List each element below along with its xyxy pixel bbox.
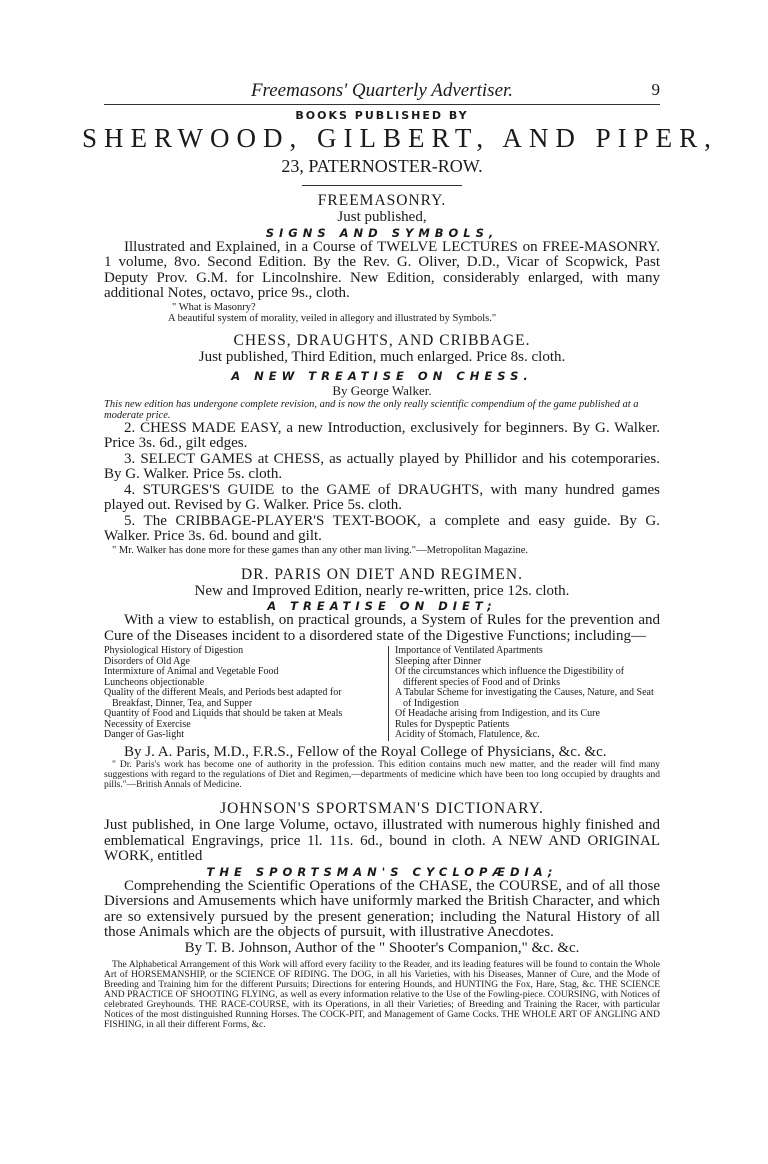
freemasonry-subheading: Just published, [337,209,427,225]
freemasonry-quote-line2: A beautiful system of morality, veiled in allegory and illustrated by Symbols." [168,312,497,324]
freemasonry-heading: FREEMASONRY. [317,192,447,209]
paris-edition: New and Improved Edition, nearly re-written, price 12s. cloth. [194,582,570,599]
topics-left-column [104,646,389,741]
topic-item: Quality of the different Meals, and Periods best adapted for Breakfast, Dinner, Tea, and Supper [104,687,342,709]
topic-item: Quantity of Food and Liquids that should be taken at Meals [104,708,343,719]
topic-item: A Tabular Scheme for investigating the Causes, Nature, and Seat of Indigestion [395,687,654,709]
paris-description: With a view to establish, on practical grounds, a System of Rules for the prevention and Cure of the Diseases incident to a disordered state of the Digestive Functions; including— [104,612,660,644]
freemasonry-quote-line1: " What is Masonry? [172,301,256,313]
topic-item: Disorders of Old Age [104,655,190,667]
topics-table [104,646,660,741]
header-rule [104,104,660,105]
paris-author: By J. A. Paris, M.D., F.R.S., Fellow of the Royal College of Physicians, &c. &c. [124,743,607,760]
topic-item: Physiological History of Digestion [104,645,244,656]
johnson-footnote: The Alphabetical Arrangement of this Work will afford every facility to the Reader, and its leading features will be found to contain the Whole Art of HORSEMANSHIP, or the SCIENCE OF RIDING. The DOG, in all his Varieties, with his Diseases, Manner of Cure, and the Mode of Breeding and Training him for the different Pursuits; Directions for entering Hounds, and HUNTING the Fox, Hare, Stag, &c. THE SCIENCE AND PRACTICE OF SHOOTING FLYING, as well as every information relative to the Use of the Fowling-piece. COURSING, with Notices of celebrated Greyhounds. THE RACE-COURSE, with its Operations, in all their Varieties; of Breeding and Training the Racer, with particular Notices of the most distinguished Running Horses. The COCK-PIT, and Management of Game Cocks. THE WHOLE ART OF ANGLING AND FISHING, in all their different Forms, &c. [104,960,660,1030]
topic-item: Of Headache arising from Indigestion, and its Cure [395,708,600,719]
paris-quote: " Dr. Paris's work has become one of authority in the profession. This edition contains much new matter, and the reader will find many suggestions with regard to the regulations of Diet and Regimen,—departments of medicine which have been too long occupied by draughts and pills."—British Annals of Medicine. [104,760,660,790]
chess-item: 5. The CRIBBAGE-PLAYER'S TEXT-BOOK, a complete and easy guide. By G. Walker. Price 3s. 6d. bound and gilt. [104,512,660,544]
topic-item: Danger of Gas-light [104,729,184,740]
chess-edition: Just published, Third Edition, much enlarged. Price 8s. cloth. [198,348,566,365]
advertisement-column [82,106,718,1030]
paris-heading: DR. PARIS ON DIET AND REGIMEN. [241,565,523,583]
chess-item: 2. CHESS MADE EASY, a new Introduction, exclusively for beginners. By G. Walker. Price 3s. 6d., gilt edges. [104,419,660,451]
chess-item: 4. STURGES'S GUIDE to the GAME of DRAUGHTS, with many hundred games played out. Revised by G. Walker. Price 5s. cloth. [104,481,660,513]
topic-item: Rules for Dyspeptic Patients [395,718,510,730]
topic-item: Luncheons objectionable [104,676,205,688]
johnson-comprehending: Comprehending the Scientific Operations of the CHASE, the COURSE, and of all those Diversions and Amusements which have uniformly marked the British Character, and which are so extensively pursued by the present generation; including the Natural History of all those Animals which are the objects of pursuit, with illustrative Anecdotes. [104,877,660,940]
chess-author: By George Walker. [332,383,432,398]
publisher-address: 23, PATERNOSTER-ROW. [281,156,483,176]
chess-note: This new edition has undergone complete revision, and is now the only really scientific compendium of the game published at a moderate price. [104,398,639,421]
topic-item: Intermixture of Animal and Vegetable Food [104,666,279,677]
publisher-name: SHERWOOD, GILBERT, AND PIPER, [82,123,718,153]
paris-book-title: A TREATISE ON DIET; [267,599,497,613]
running-title: Freemasons' Quarterly Advertiser. [250,80,514,101]
chess-quote: " Mr. Walker has done more for these games than any other man living."—Metropolitan Magazine. [112,544,529,556]
topic-item: Necessity of Exercise [104,718,191,730]
chess-item: 3. SELECT GAMES at CHESS, as actually played by Phillidor and his cotemporaries. By G. Walker. Price 5s. cloth. [104,450,660,482]
johnson-heading: JOHNSON'S SPORTSMAN'S DICTIONARY. [220,800,544,817]
johnson-author: By T. B. Johnson, Author of the " Shooter's Companion," &c. &c. [184,939,580,956]
topic-item: Sleeping after Dinner [395,655,482,667]
section-divider [302,185,462,186]
freemasonry-description: Illustrated and Explained, in a Course of TWELVE LECTURES on FREE-MASONRY. 1 volume, 8vo. Second Edition. By the Rev. G. Oliver, D.D., Vicar of Scopwick, Past Deputy Prov. G.M. for Lincolnshire. New Edition, considerably enlarged, with many additional Notes, octavo, price 9s., cloth. [104,238,660,301]
johnson-book-title: THE SPORTSMAN'S CYCLOPÆDIA; [206,864,558,879]
publisher-label: BOOKS PUBLISHED BY [295,109,469,122]
topic-item: Of the circumstances which influence the Digestibility of different species of Food and of Drinks [395,666,625,688]
topics-right-column [389,646,660,741]
chess-heading: CHESS, DRAUGHTS, AND CRIBBAGE. [233,331,531,349]
topic-item: Importance of Ventilated Apartments [395,645,543,656]
johnson-description: Just published, in One large Volume, octavo, illustrated with numerous highly finished and emblematical Engravings, price 1l. 11s. 6d., bound in cloth. A NEW AND ORIGINAL WORK, entitled [104,817,660,864]
topic-item: Acidity of Stomach, Flatulence, &c. [395,729,540,740]
freemasonry-book-title: SIGNS AND SYMBOLS, [265,225,499,240]
chess-book-title: A NEW TREATISE ON CHESS. [231,369,533,383]
page-number: 9 [651,80,660,99]
page-header [104,80,660,102]
